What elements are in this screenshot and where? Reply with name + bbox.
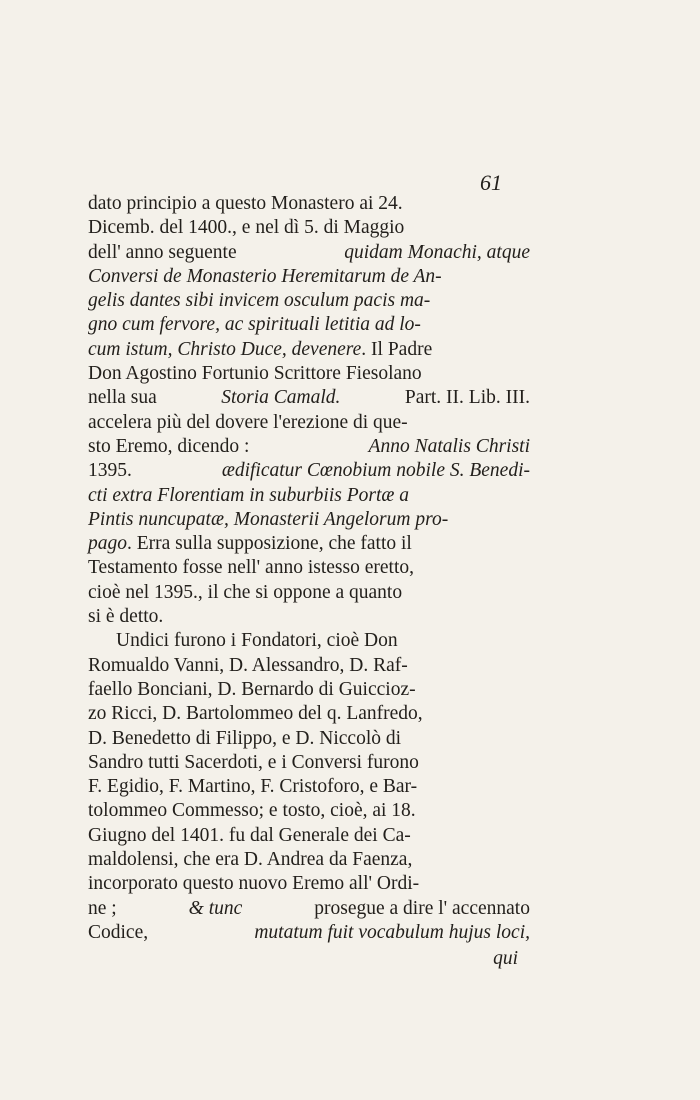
text-line: gno cum fervore, ac spirituali letitia ad lo-: [88, 314, 421, 336]
text-line: Testamento fosse nell' anno istesso eretto,: [88, 557, 414, 579]
text-line: 1395. ædificatur Cœnobium nobile S. Benedi-: [88, 460, 530, 482]
body-text: [88, 192, 530, 972]
text-line: nella sua Storia Camald. Part. II. Lib. III.: [88, 387, 530, 409]
catchword: qui: [493, 948, 518, 970]
text-line: cioè nel 1395., il che si oppone a quanto: [88, 581, 403, 603]
text-line: sto Eremo, dicendo : Anno Natalis Christi: [88, 435, 530, 457]
text-line: pago. Erra sulla supposizione, che fatto il: [88, 533, 412, 555]
text-line: cum istum, Christo Duce, devenere. Il Padre: [88, 338, 433, 360]
text-line: cti extra Florentiam in suburbiis Portæ a: [88, 484, 410, 506]
text-line: faello Bonciani, D. Bernardo di Guiccioz-: [88, 678, 416, 700]
text-line: Giugno del 1401. fu dal Generale dei Ca-: [88, 824, 411, 846]
text-line: Conversi de Monasterio Heremitarum de An-: [88, 265, 442, 287]
text-line: Sandro tutti Sacerdoti, e i Conversi furono: [88, 751, 419, 773]
text-line: Pintis nuncupatæ, Monasterii Angelorum pro-: [88, 508, 449, 530]
text-line: Undici furono i Fondatori, cioè Don: [116, 630, 398, 652]
text-line: Romualdo Vanni, D. Alessandro, D. Raf-: [88, 654, 408, 676]
text-line: Codice, mutatum fuit vocabulum hujus loci,: [88, 921, 530, 943]
text-line: incorporato questo nuovo Eremo all' Ordi-: [88, 873, 420, 895]
text-line: gelis dantes sibi invicem osculum pacis ma-: [88, 290, 431, 312]
text-line: maldolensi, che era D. Andrea da Faenza,: [88, 849, 413, 871]
page-number: 61: [480, 170, 502, 195]
text-line: dell' anno seguente quidam Monachi, atque: [88, 241, 530, 263]
text-line: dato principio a questo Monastero ai 24.: [88, 193, 403, 214]
text-line: ne ; & tunc prosegue a dire l' accennato: [88, 897, 530, 919]
text-line: tolommeo Commesso; e tosto, cioè, ai 18.: [88, 800, 416, 822]
text-line: Dicemb. del 1400., e nel dì 5. di Maggio: [88, 217, 405, 239]
text-line: Don Agostino Fortunio Scrittore Fiesolano: [88, 363, 422, 385]
text-line: zo Ricci, D. Bartolommeo del q. Lanfredo,: [88, 703, 423, 725]
text-line: accelera più del dovere l'erezione di que-: [88, 411, 408, 433]
text-line: si è detto.: [88, 606, 164, 628]
text-line: D. Benedetto di Filippo, e D. Niccolò di: [88, 727, 402, 749]
text-line: F. Egidio, F. Martino, F. Cristoforo, e Bar-: [88, 776, 418, 798]
